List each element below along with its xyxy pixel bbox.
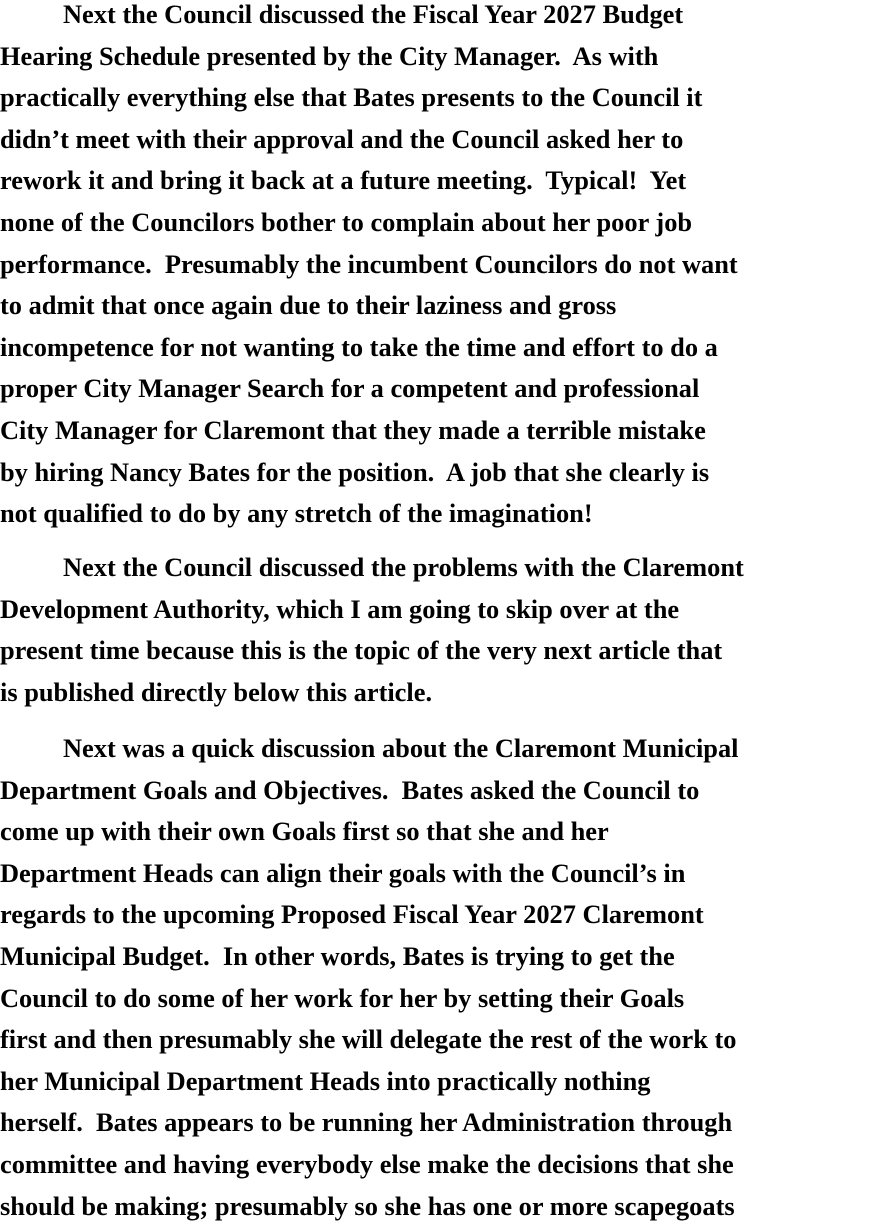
paragraph-department-goals [0, 728, 880, 1227]
text-line: proper City Manager Search for a competent and professional [0, 373, 700, 404]
text-line: come up with their own Goals first so that she and her [0, 816, 609, 847]
paragraph-budget-hearing [0, 0, 880, 535]
text-line: is published directly below this article. [0, 676, 433, 707]
paragraph-development-authority [0, 547, 880, 713]
text-line: practically everything else that Bates presents to the Council it [0, 82, 703, 113]
text-line: none of the Councilors bother to complain about her poor job [0, 206, 693, 237]
text-line: didn’t meet with their approval and the Council asked her to [0, 123, 684, 154]
text-line: to admit that once again due to their laziness and gross [0, 290, 617, 321]
text-line: incompetence for not wanting to take the time and effort to do a [0, 331, 718, 362]
text-line: Hearing Schedule presented by the City Manager. As with [0, 40, 659, 71]
text-line: City Manager for Claremont that they made a terrible mistake [0, 414, 706, 445]
text-line: present time because this is the topic of the very next article that [0, 635, 723, 666]
text-line: Council to do some of her work for her by setting their Goals [0, 982, 685, 1013]
text-line: Municipal Budget. In other words, Bates is trying to get the [0, 940, 675, 971]
text-line: first and then presumably she will delegate the rest of the work to [0, 1024, 737, 1055]
text-line: herself. Bates appears to be running her Administration through [0, 1107, 733, 1138]
text-line: Development Authority, which I am going to skip over at the [0, 593, 680, 624]
text-line: should be making; presumably so she has one or more scapegoats [0, 1190, 735, 1221]
text-line: regards to the upcoming Proposed Fiscal Year 2027 Claremont [0, 899, 704, 930]
text-line: her Municipal Department Heads into practically nothing [0, 1065, 651, 1096]
text-line: Next the Council discussed the Fiscal Year 2027 Budget [63, 0, 684, 29]
text-line: Next the Council discussed the problems with the Claremont [63, 552, 744, 582]
text-line: Department Goals and Objectives. Bates asked the Council to [0, 774, 700, 805]
text-line: not qualified to do by any stretch of the imagination! [0, 498, 593, 529]
text-line: by hiring Nancy Bates for the position. A job that she clearly is [0, 456, 710, 487]
text-line: performance. Presumably the incumbent Councilors do not want [0, 248, 738, 279]
text-line: Department Heads can align their goals with the Council’s in [0, 857, 686, 888]
text-line: rework it and bring it back at a future meeting. Typical! Yet [0, 165, 687, 196]
text-line: committee and having everybody else make the decisions that she [0, 1148, 734, 1179]
text-line: Next was a quick discussion about the Claremont Municipal [63, 733, 739, 763]
